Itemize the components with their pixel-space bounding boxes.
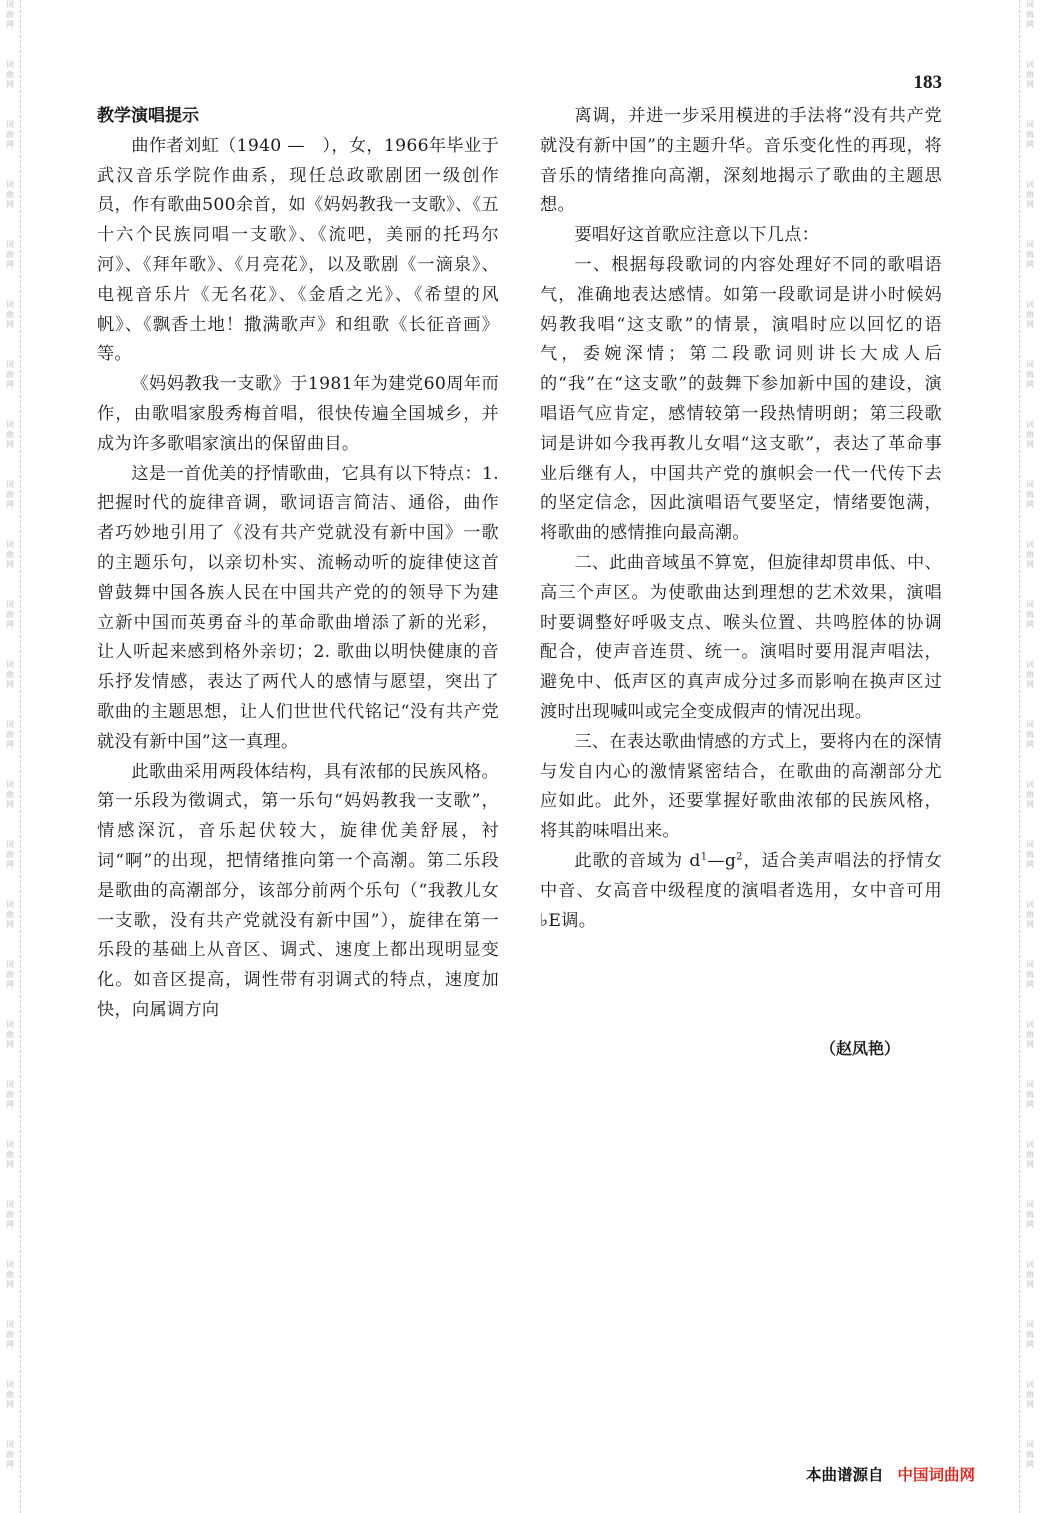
watermark-text: 词 曲 网 — [1026, 300, 1034, 329]
paragraph-features: 这是一首优美的抒情歌曲，它具有以下特点：1. 把握时代的旋律音调，歌词语言简洁、通俗，曲作者巧妙地引用了《没有共产党就没有新中国》一歌的主题乐句，以亲切朴实、流畅动听的旋律使这首曾鼓舞中国各族人民在中国共产党的的领导下为建立新中国而英勇奋斗的革命歌曲增添了新的光彩，让人听起来感到格外亲切；2. 歌曲以明快健康的音乐抒发情感，表达了两代人的感情与愿望，突出了歌曲的主题思想，让人们世世代代铭记“没有共产党就没有新中国”这一真理。 — [97, 463, 499, 752]
watermark-text: 词 曲 网 — [1026, 1140, 1034, 1169]
watermark-text: 词 曲 网 — [1026, 660, 1034, 689]
range-text-end: 调。 — [561, 910, 597, 931]
watermark-text: 词 曲 网 — [6, 1080, 14, 1109]
watermark-text: 词 曲 网 — [6, 0, 14, 29]
author-credit: （赵凤艳） — [820, 1039, 901, 1058]
footer-source-label: 本曲谱源自 — [806, 1466, 884, 1484]
watermark-text: 词 曲 网 — [6, 1440, 14, 1469]
watermark-text: 词 曲 网 — [6, 240, 14, 269]
range-text-after: ，适合美声唱法的抒情女中音、女高音中级程度的演唱者选用，女中音可用 — [540, 850, 942, 901]
watermark-text: 词 曲 网 — [1026, 720, 1034, 749]
watermark-text: 词 曲 网 — [1026, 900, 1034, 929]
paragraph-tips-intro: 要唱好这首歌应注意以下几点： — [574, 225, 820, 246]
paragraph-structure: 此歌曲采用两段体结构，具有浓郁的民族风格。第一乐段为徵调式，第一乐句“妈妈教我一支歌”，情感深沉，音乐起伏较大，旋律优美舒展，衬词“啊”的出现，把情绪推向第一个高潮。第二乐段是歌曲的高潮部分，该部分前两个乐句（“我教儿女一支歌，没有共产党就没有新中国”），旋律在第一乐段的基础上从音区、调式、速度上都出现明显变化。如音区提高，调性带有羽调式的特点，速度加快，向属调方向 — [97, 761, 499, 1020]
left-watermark-strip — [0, 0, 21, 1513]
watermark-text: 词 曲 网 — [1026, 360, 1034, 389]
watermark-text: 词 曲 网 — [6, 780, 14, 809]
watermark-text: 词 曲 网 — [1026, 1440, 1034, 1469]
paragraph-structure-continued: 离调，并进一步采用模进的手法将“没有共产党就没有新中国”的主题升华。音乐变化性的再现，将音乐的情绪推向高潮，深刻地揭示了歌曲的主题思想。 — [540, 106, 942, 216]
paragraph-vocal-range — [540, 847, 942, 936]
right-watermark-strip — [1019, 0, 1040, 1513]
watermark-text: 词 曲 网 — [1026, 1080, 1034, 1109]
watermark-text: 词 曲 网 — [1026, 1320, 1034, 1349]
footer-source — [806, 1463, 975, 1485]
footer-site-link[interactable]: 中国词曲网 — [897, 1466, 976, 1484]
watermark-text: 词 曲 网 — [1026, 1260, 1034, 1289]
watermark-text: 词 曲 网 — [6, 60, 14, 89]
watermark-text: 词 曲 网 — [6, 120, 14, 149]
paragraph-song-history: 《妈妈教我一支歌》于1981年为建党60周年而作，由歌唱家殷秀梅首唱，很快传遍全国城乡，并成为许多歌唱家演出的保留曲目。 — [97, 374, 499, 454]
page-number: 183 — [913, 72, 942, 93]
watermark-text: 词 曲 网 — [1026, 840, 1034, 869]
watermark-text: 词 曲 网 — [1026, 960, 1034, 989]
range-text-mid: —g — [707, 850, 737, 871]
watermark-text: 词 曲 网 — [6, 1020, 14, 1049]
range-low-octave: 1 — [700, 851, 708, 863]
watermark-text: 词 曲 网 — [1026, 180, 1034, 209]
paragraph-composer-bio: 曲作者刘虹（1940 — ），女，1966年毕业于武汉音乐学院作曲系，现任总政歌剧团一级创作员，作有歌曲500余首，如《妈妈教我一支歌》、《五十六个民族同唱一支歌》、《流吧，美丽的托玛尔河》、《拜年歌》、《月亮花》，以及歌剧《一滴泉》、电视音乐片《无名花》、《金盾之光》、《希望的风帆》、《飘香土地！撒满歌声》和组歌《长征音画》等。 — [97, 135, 499, 365]
watermark-text: 词 曲 网 — [1026, 1200, 1034, 1229]
range-text-start: 此歌的音域为 d — [574, 850, 701, 871]
watermark-text: 词 曲 网 — [6, 1140, 14, 1169]
watermark-text: 词 曲 网 — [1026, 600, 1034, 629]
watermark-text: 词 曲 网 — [1026, 540, 1034, 569]
watermark-text: 词 曲 网 — [1026, 0, 1034, 29]
paragraph-tip-one: 一、根据每段歌词的内容处理好不同的歌唱语气，准确地表达感情。如第一段歌词是讲小时候妈妈教我唱“这支歌”的情景，演唱时应以回忆的语气，委婉深情；第二段歌词则讲长大成人后的“我”在“这支歌”的鼓舞下参加新中国的建设，演唱语气应肯定，感情较第一段热情明朗；第三段歌词是讲如今我再教儿女唱“这支歌”，表达了革命事业后继有人，中国共产党的旗帜会一代一代传下去的坚定信念，因此演唱语气要坚定，情绪要饱满，将歌曲的感情推向最高潮。 — [540, 254, 942, 544]
watermark-text: 词 曲 网 — [1026, 420, 1034, 449]
watermark-text: 词 曲 网 — [1026, 1020, 1034, 1049]
watermark-text: 词 曲 网 — [6, 480, 14, 509]
watermark-text: 词 曲 网 — [6, 900, 14, 929]
range-high-octave: 2 — [736, 851, 743, 863]
watermark-text: 词 曲 网 — [6, 540, 14, 569]
watermark-text: 词 曲 网 — [6, 1380, 14, 1409]
section-heading: 教学演唱提示 — [97, 106, 199, 126]
watermark-text: 词 曲 网 — [6, 660, 14, 689]
watermark-text: 词 曲 网 — [6, 960, 14, 989]
watermark-text: 词 曲 网 — [1026, 240, 1034, 269]
right-column — [540, 102, 942, 936]
watermark-text: 词 曲 网 — [1026, 1380, 1034, 1409]
watermark-text: 词 曲 网 — [1026, 60, 1034, 89]
paragraph-tip-three: 三、在表达歌曲情感的方式上，要将内在的深情与发自内心的激情紧密结合，在歌曲的高潮部分尤应如此。此外，还要掌握好歌曲浓郁的民族风格，将其韵味唱出来。 — [540, 731, 942, 842]
watermark-text: 词 曲 网 — [1026, 120, 1034, 149]
watermark-text: 词 曲 网 — [1026, 780, 1034, 809]
watermark-text: 词 曲 网 — [6, 1260, 14, 1289]
flat-key: ♭E — [540, 910, 562, 931]
watermark-text: 词 曲 网 — [1026, 480, 1034, 509]
watermark-text: 词 曲 网 — [6, 180, 14, 209]
watermark-text: 词 曲 网 — [6, 1200, 14, 1229]
watermark-text: 词 曲 网 — [6, 1320, 14, 1349]
watermark-text: 词 曲 网 — [6, 300, 14, 329]
watermark-text: 词 曲 网 — [6, 720, 14, 749]
watermark-text: 词 曲 网 — [6, 840, 14, 869]
paragraph-tip-two: 二、此曲音域虽不算宽，但旋律却贯串低、中、高三个声区。为使歌曲达到理想的艺术效果，演唱时要调整好呼吸支点、喉头位置、共鸣腔体的协调配合，使声音连贯、统一。演唱时要用混声唱法，避免中、低声区的真声成分过多而影响在换声区过渡时出现喊叫或完全变成假声的情况出现。 — [540, 552, 942, 722]
watermark-text: 词 曲 网 — [6, 600, 14, 629]
watermark-text: 词 曲 网 — [6, 360, 14, 389]
watermark-text: 词 曲 网 — [6, 420, 14, 449]
left-column — [97, 102, 499, 1026]
